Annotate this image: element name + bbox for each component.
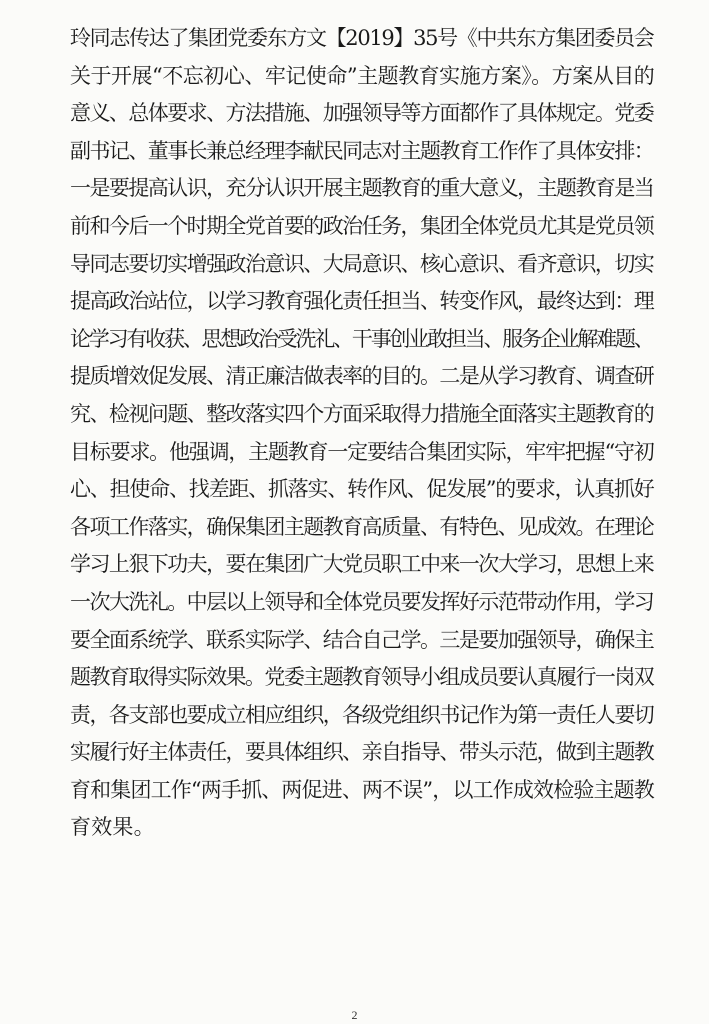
text-line: 心、担使命、找差距、抓落实、转作风、促发展”的要求，认真抓好 (70, 477, 654, 502)
text-line: 一是要提高认识，充分认识开展主题教育的重大意义，主题教育是当 (70, 176, 654, 201)
text-line: 关于开展“不忘初心、牢记使命”主题教育实施方案》。方案从目的 (70, 63, 655, 88)
text-line: 学习上狠下功夫，要在集团广大党员职工中来一次大学习，思想上来 (70, 552, 654, 577)
text-line: 责，各支部也要成立相应组织，各级党组织书记作为第一责任人要切 (70, 702, 654, 727)
text-line: 一次大洗礼。中层以上领导和全体党员要发挥好示范带动作用，学习 (70, 589, 654, 614)
text-line: 导同志要切实增强政治意识、大局意识、核心意识、看齐意识，切实 (70, 251, 654, 276)
text-line: 育和集团工作“两手抓、两促进、两不误”，以工作成效检验主题教 (70, 777, 654, 802)
body-text (70, 20, 655, 847)
text-line: 意义、总体要求、方法措施、加强领导等方面都作了具体规定。党委 (70, 101, 654, 126)
text-line: 育效果。 (70, 815, 155, 840)
text-line: 实履行好主体责任，要具体组织、亲自指导、带头示范，做到主题教 (70, 740, 654, 765)
text-line: 各项工作落实，确保集团主题教育高质量、有特色、见成效。在理论 (70, 514, 654, 539)
text-line: 玲同志传达了集团党委东方文【2019】35号《中共东方集团委员会 (70, 26, 654, 50)
text-line: 题教育取得实际效果。党委主题教育领导小组成员要认真履行一岗双 (70, 665, 654, 690)
text-line: 论学习有收获、思想政治受洗礼、干事创业敢担当、服务企业解难题、 (70, 326, 653, 351)
text-line: 前和今后一个时期全党首要的政治任务，集团全体党员尤其是党员领 (70, 213, 654, 238)
text-line: 究、检视问题、整改落实四个方面采取得力措施全面落实主题教育的 (70, 401, 654, 426)
page-number: 2 (351, 1008, 358, 1022)
text-line: 要全面系统学、联系实际学、结合自己学。三是要加强领导，确保主 (70, 627, 654, 652)
text-line: 提质增效促发展、清正廉洁做表率的目的。二是从学习教育、调查研 (70, 364, 654, 389)
text-line: 提高政治站位，以学习教育强化责任担当、转变作风，最终达到：理 (70, 289, 654, 314)
text-line: 目标要求。他强调，主题教育一定要结合集团实际，牢牢把握“守初 (70, 439, 654, 464)
text-line: 副书记、董事长兼总经理李献民同志对主题教育工作作了具体安排： (70, 138, 654, 163)
